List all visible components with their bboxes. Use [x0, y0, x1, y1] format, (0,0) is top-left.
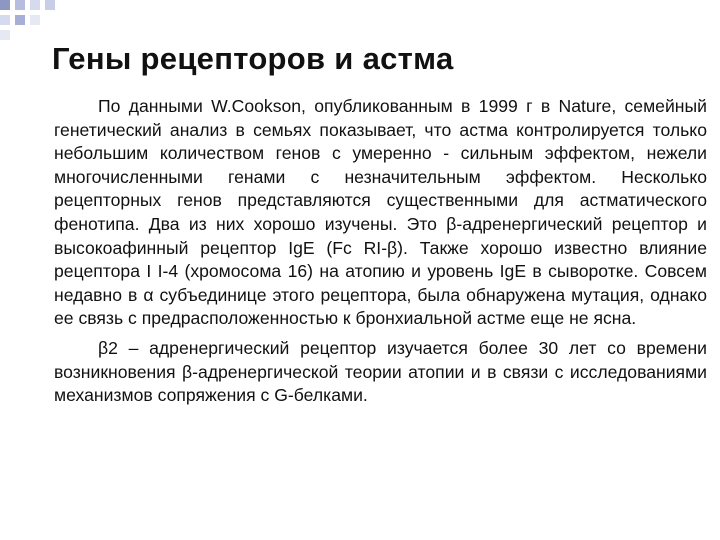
corner-square [0, 15, 10, 25]
corner-square [15, 15, 25, 25]
slide-body [54, 95, 707, 408]
body-paragraph: β2 – адренергический рецептор изучается более 30 лет со времени возникновения β-адренергической теории атопии и в связи с исследованиями механизмов сопряжения с G-белками. [54, 337, 707, 406]
corner-squares-decoration [0, 0, 60, 42]
slide-title: Гены рецепторов и астма [52, 41, 454, 76]
corner-square [30, 15, 40, 25]
corner-square [0, 0, 10, 10]
corner-square [30, 0, 40, 10]
corner-square [15, 0, 25, 10]
corner-square [45, 0, 55, 10]
body-paragraph: По данными W.Cookson, опубликованным в 1999 г в Nature, семейный генетический анализ в семьях показывает, что астма контролируется только небольшим количеством генов с умеренно - сильным эффектом, нежели многочисленными генами с незначительным эффектом. Несколько рецепторных генов представляются существенными для астматического фенотипа. Два из них хорошо изучены. Это β-адренергический рецептор и высокоафинный рецептор IgE (Fc RI-β). Также хорошо известно влияние рецептора I I-4 (хромосома 16) на атопию и уровень IgE в сыворотке. Совсем недавно в α субъединице этого рецептора, была обнаружена мутация, однако ее связь с предрасположенностью к бронхиальной астме еще не ясна. [54, 96, 707, 329]
corner-square [0, 30, 10, 40]
